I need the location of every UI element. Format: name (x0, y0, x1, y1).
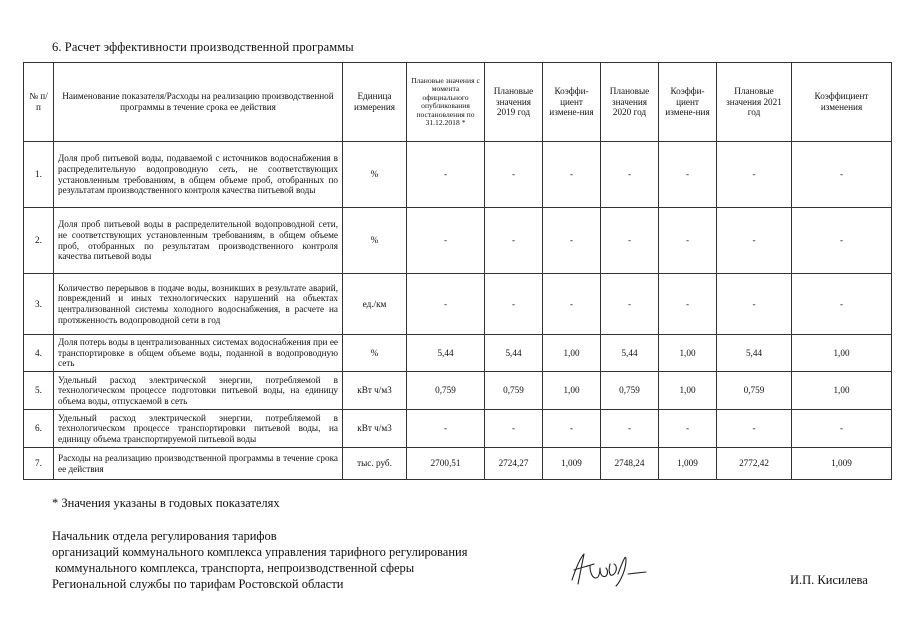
row-num: 5. (24, 372, 54, 410)
row-value: - (717, 208, 792, 274)
header-plan-2019: Плановые значения 2019 год (485, 63, 543, 142)
row-name: Доля проб питьевой воды в распределительной водопроводной сети, не соответствующих установленным требованиям, в общем объеме проб, отобранных по результатам производственного контроля качества питьевой воды (54, 208, 343, 274)
row-value: - (543, 208, 601, 274)
row-value: - (543, 274, 601, 335)
row-value: 1,00 (659, 335, 717, 372)
row-value: - (717, 410, 792, 448)
position-line: Начальник отдела регулирования тарифов (52, 529, 277, 543)
signer-name: И.П. Кисилева (790, 573, 868, 587)
row-value: - (543, 142, 601, 208)
row-name: Доля потерь воды в централизованных системах водоснабжения при ее транспортировке в общем объеме воды, поданной в водопроводную сеть (54, 335, 343, 372)
row-value: 0,759 (485, 372, 543, 410)
row-unit: тыс. руб. (343, 448, 407, 480)
position-line: коммунального комплекса, транспорта, непроизводственной сферы (52, 561, 415, 575)
header-coef-2021: Коэффициент изменения (792, 63, 892, 142)
table-row (24, 335, 892, 372)
efficiency-table (23, 62, 892, 480)
table-header-row (24, 63, 892, 142)
row-value: 1,00 (543, 335, 601, 372)
row-value: 2772,42 (717, 448, 792, 480)
row-value: - (717, 274, 792, 335)
header-num: № п/п (24, 63, 54, 142)
row-value: - (659, 142, 717, 208)
section-title: 6. Расчет эффективности производственной программы (52, 40, 354, 54)
table-row (24, 142, 892, 208)
table-row (24, 410, 892, 448)
table-row (24, 372, 892, 410)
row-num: 1. (24, 142, 54, 208)
row-value: - (601, 208, 659, 274)
row-num: 7. (24, 448, 54, 480)
row-value: - (407, 410, 485, 448)
row-value: 5,44 (601, 335, 659, 372)
handwritten-signature (566, 550, 656, 595)
row-value: - (485, 410, 543, 448)
header-name: Наименование показателя/Расходы на реализацию производственной программы в течение срока ее действия (54, 63, 343, 142)
table-row (24, 274, 892, 335)
row-unit: % (343, 142, 407, 208)
position-line: Региональной службы по тарифам Ростовской области (52, 577, 344, 591)
position-line: организаций коммунального комплекса управления тарифного регулирования (52, 545, 468, 559)
row-name: Расходы на реализацию производственной программы в течение срока ее действия (54, 448, 343, 480)
header-plan-2020: Плановые значения 2020 год (601, 63, 659, 142)
header-coef-2019: Коэффи-циент измене-ния (543, 63, 601, 142)
row-value: 1,009 (792, 448, 892, 480)
row-value: 0,759 (407, 372, 485, 410)
header-plan-2021: Плановые значения 2021 год (717, 63, 792, 142)
row-unit: кВт ч/м3 (343, 372, 407, 410)
row-value: 5,44 (717, 335, 792, 372)
row-value: 2748,24 (601, 448, 659, 480)
row-value: - (659, 410, 717, 448)
row-value: - (407, 274, 485, 335)
row-value: - (485, 208, 543, 274)
row-value: - (407, 142, 485, 208)
row-unit: % (343, 335, 407, 372)
row-value: - (792, 208, 892, 274)
row-value: - (792, 274, 892, 335)
row-value: - (485, 142, 543, 208)
row-value: - (792, 142, 892, 208)
row-value: 2700,51 (407, 448, 485, 480)
row-value: 5,44 (407, 335, 485, 372)
row-num: 6. (24, 410, 54, 448)
row-num: 4. (24, 335, 54, 372)
row-value: - (543, 410, 601, 448)
row-name: Количество перерывов в подаче воды, возникших в результате аварий, повреждений и иных технологических нарушений на объектах централизованной системы холодного водоснабжения, в расчете на протяженность водопроводной сети в год (54, 274, 343, 335)
row-name: Удельный расход электрической энергии, потребляемой в технологическом процессе транспортировки питьевой воды, на единицу объема транспортируемой питьевой воды (54, 410, 343, 448)
row-num: 2. (24, 208, 54, 274)
row-value: 0,759 (717, 372, 792, 410)
row-value: - (601, 142, 659, 208)
row-value: - (792, 410, 892, 448)
row-value: 1,009 (659, 448, 717, 480)
row-unit: % (343, 208, 407, 274)
row-value: - (659, 274, 717, 335)
header-unit: Единица измерения (343, 63, 407, 142)
row-value: 0,759 (601, 372, 659, 410)
row-value: 2724,27 (485, 448, 543, 480)
row-name: Удельный расход электрической энергии, потребляемой в технологическом процессе подготовки питьевой воды, на единицу объема воды, отпускаемой в сеть (54, 372, 343, 410)
row-value: - (717, 142, 792, 208)
row-value: 1,00 (659, 372, 717, 410)
row-unit: ед./км (343, 274, 407, 335)
row-value: 1,009 (543, 448, 601, 480)
row-value: - (485, 274, 543, 335)
row-value: - (659, 208, 717, 274)
table-row (24, 448, 892, 480)
row-value: 1,00 (543, 372, 601, 410)
header-plan-2018: Плановые значения с момента официального опубликования постановления по 31.12.2018 * (407, 63, 485, 142)
row-unit: кВт ч/м3 (343, 410, 407, 448)
row-value: 5,44 (485, 335, 543, 372)
row-value: - (601, 274, 659, 335)
row-num: 3. (24, 274, 54, 335)
header-coef-2020: Коэффи-циент измене-ния (659, 63, 717, 142)
row-value: 1,00 (792, 372, 892, 410)
row-name: Доля проб питьевой воды, подаваемой с источников водоснабжения в распределительную водопроводную сеть, не соответствующих установленным требованиям, в общем объеме проб, отобранных по результатам производственного контроля качества питьевой воды (54, 142, 343, 208)
row-value: - (601, 410, 659, 448)
signature-position (52, 528, 467, 592)
row-value: - (407, 208, 485, 274)
table-row (24, 208, 892, 274)
footnote: * Значения указаны в годовых показателях (52, 496, 280, 510)
row-value: 1,00 (792, 335, 892, 372)
